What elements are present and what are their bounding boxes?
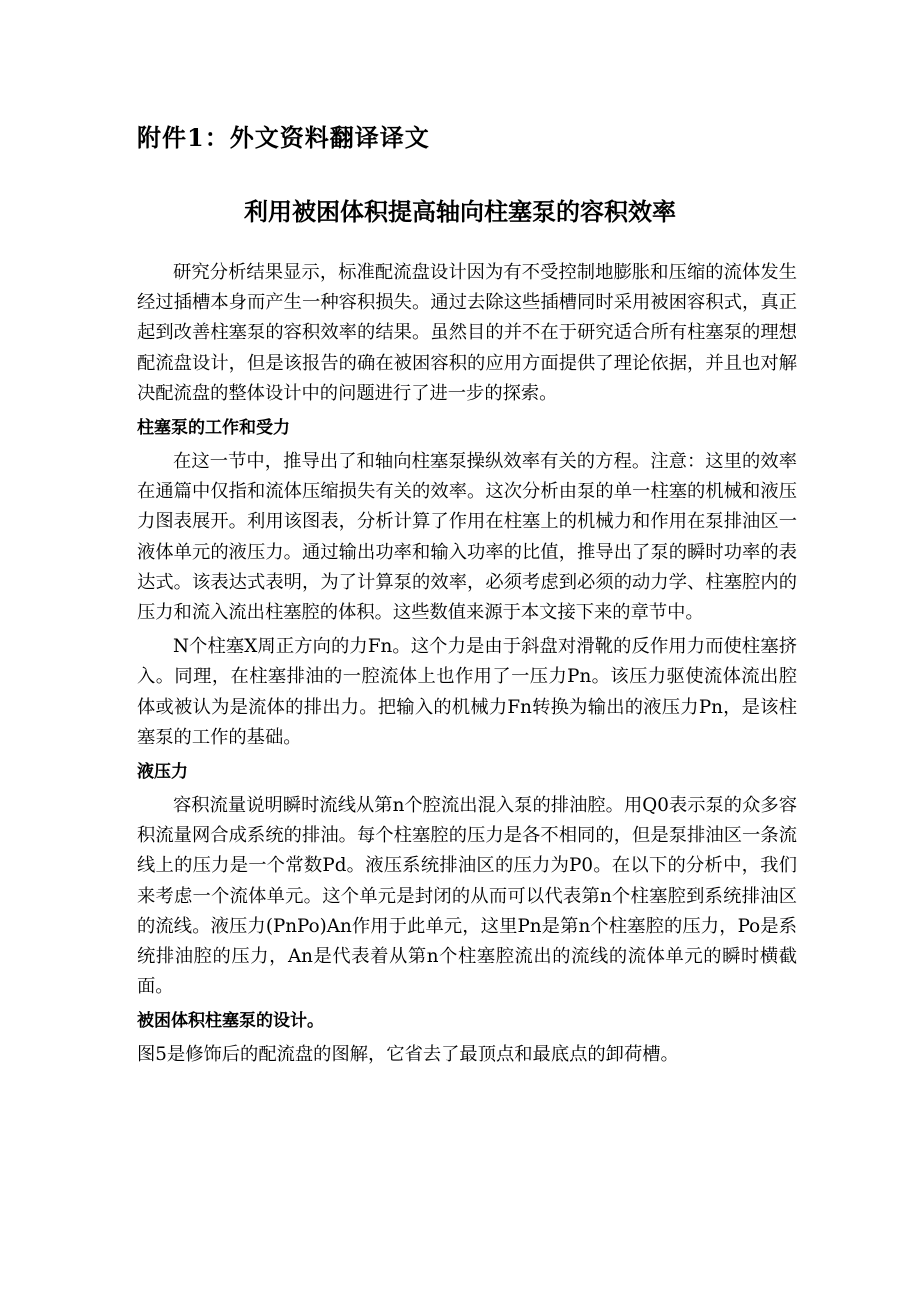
- section-heading-trapped-volume-design: 被困体积柱塞泵的设计。: [137, 1011, 324, 1032]
- document-body: [137, 258, 797, 1071]
- paragraph-abstract: 研究分析结果显示，标准配流盘设计因为有不受控制地膨胀和压缩的流体发生经过插槽本身而产生一种容积损失。通过去除这些插槽同时采用被困容积式，真正起到改善柱塞泵的容积效率的结果。虽然目的并不在于研究适合所有柱塞泵的理想配流盘设计，但是该报告的确在被困容积的应用方面提供了理论依据，并且也对解决配流盘的整体设计中的问题进行了进一步的探索。: [137, 262, 797, 404]
- paragraph-figure-5: 图5是修饰后的配流盘的图解，它省去了最顶点和最底点的卸荷槽。: [137, 1044, 679, 1066]
- appendix-heading: 附件1：外文资料翻译译文: [137, 123, 430, 152]
- section-heading-plunger-forces: 柱塞泵的工作和受力: [137, 418, 290, 439]
- section-heading-hydraulic-force: 液压力: [137, 762, 188, 783]
- paragraph-forces: N个柱塞X周正方向的力Fn。这个力是由于斜盘对滑靴的反作用力而使柱塞挤入。同理，在柱塞排油的一腔流体上也作用了一压力Pn。该压力驱使流体流出腔体或被认为是流体的排出力。把输入的机械力Fn转换为输出的液压力Pn，是该柱塞泵的工作的基础。: [137, 636, 797, 748]
- paragraph-efficiency: 在这一节中，推导出了和轴向柱塞泵操纵效率有关的方程。注意：这里的效率在通篇中仅指和流体压缩损失有关的效率。这次分析由泵的单一柱塞的机械和液压力图表展开。利用该图表，分析计算了作用在柱塞上的机械力和作用在泵排油区一液体单元的液压力。通过输出功率和输入功率的比值，推导出了泵的瞬时功率的表达式。该表达式表明，为了计算泵的效率，必须考虑到必须的动力学、柱塞腔内的压力和流入流出柱塞腔的体积。这些数值来源于本文接下来的章节中。: [137, 451, 797, 624]
- document-title: 利用被困体积提高轴向柱塞泵的容积效率: [244, 198, 676, 226]
- paragraph-hydraulic-force: 容积流量说明瞬时流线从第n个腔流出混入泵的排油腔。用Q0表示泵的众多容积流量网合成系统的排油。每个柱塞腔的压力是各不相同的，但是泵排油区一条流线上的压力是一个常数Pd。液压系统排油区的压力为P0。在以下的分析中，我们来考虑一个流体单元。这个单元是封闭的从而可以代表第n个柱塞腔到系统排油区的流线。液压力(PnPo)An作用于此单元，这里Pn是第n个柱塞腔的压力，Po是系统排油腔的压力，An是代表着从第n个柱塞腔流出的流线的流体单元的瞬时横截面。: [137, 795, 797, 998]
